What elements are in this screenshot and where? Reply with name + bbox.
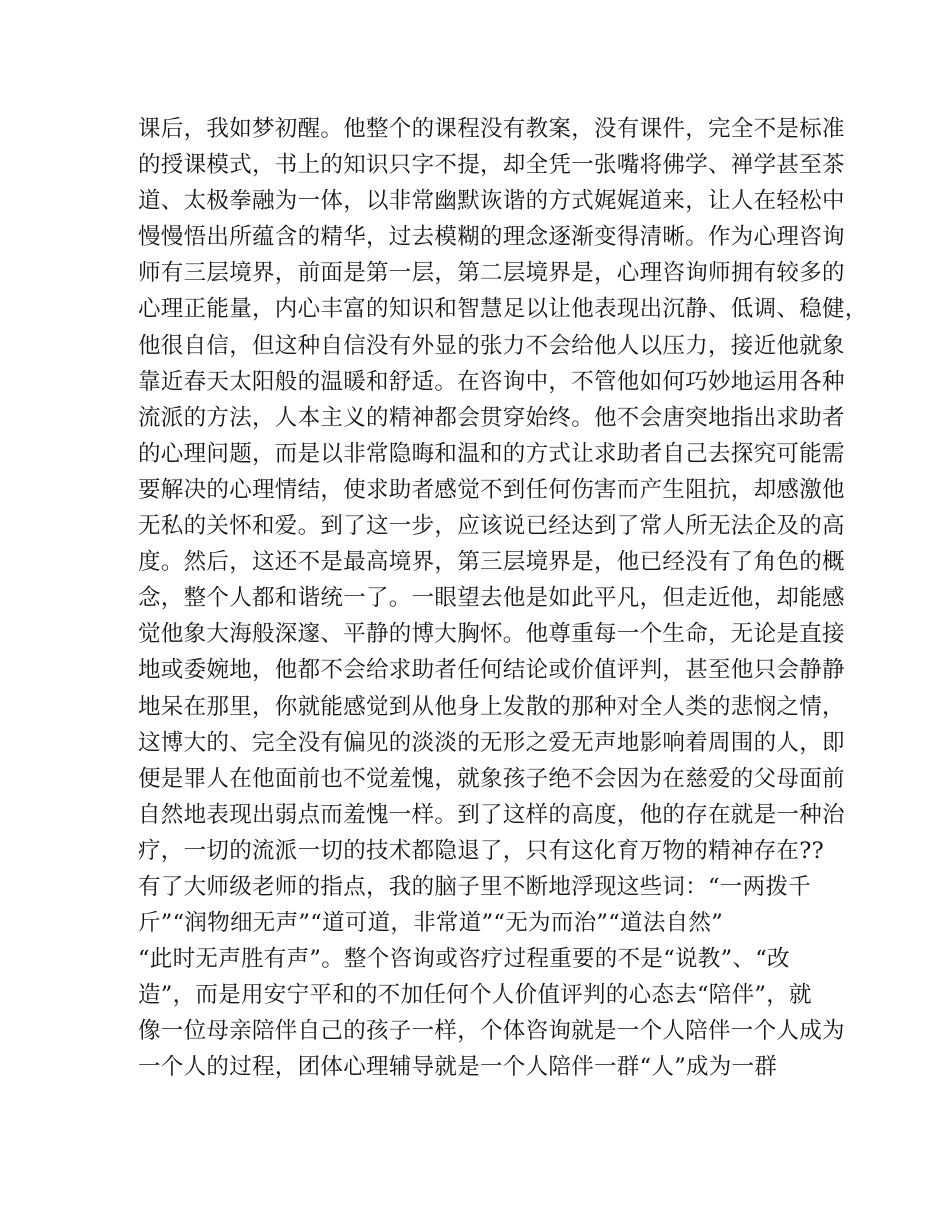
text-line: 造”，而是用安宁平和的不加任何个人价值评判的心态去“陪伴”，就 [138, 982, 812, 1009]
text-line: 的心理问题，而是以非常隐晦和温和的方式让求助者自己去探究可能需 [138, 440, 845, 467]
text-line: 流派的方法，人本主义的精神都会贯穿始终。他不会唐突地指出求助者 [138, 404, 845, 431]
text-line: 要解决的心理情结，使求助者感觉不到任何伤害而产生阻抗，却感激他 [138, 476, 845, 503]
text-line: 靠近春天太阳般的温暖和舒适。在咨询中，不管他如何巧妙地运用各种 [138, 368, 845, 395]
text-line: 便是罪人在他面前也不觉羞愧，就象孩子绝不会因为在慈爱的父母面前 [138, 765, 845, 792]
text-line: 斤”“润物细无声”“道可道，非常道”“无为而治”“道法自然” [138, 910, 724, 937]
text-line: 一个人的过程，团体心理辅导就是一个人陪伴一群“人”成为一群 [138, 1054, 778, 1081]
text-line: 的授课模式，书上的知识只字不提，却全凭一张嘴将佛学、禅学甚至茶 [138, 152, 845, 179]
text-line: 地呆在那里，你就能感觉到从他身上发散的那种对全人类的悲悯之情， [138, 693, 845, 720]
text-line: “此时无声胜有声”。整个咨询或咨疗过程重要的不是“说教”、“改 [138, 946, 790, 973]
text-line: 地或委婉地，他都不会给求助者任何结论或价值评判，甚至他只会静静 [138, 657, 845, 684]
text-line: 疗，一切的流派一切的技术都隐退了，只有这化育万物的精神存在?? [138, 837, 824, 864]
text-line: 念，整个人都和谐统一了。一眼望去他是如此平凡，但走近他，却能感 [138, 585, 845, 612]
text-line: 慢慢悟出所蕴含的精华，过去模糊的理念逐渐变得清晰。作为心理咨询 [138, 224, 845, 251]
text-line: 有了大师级老师的指点，我的脑子里不断地浮现这些词：“一两拨千 [138, 873, 812, 900]
body-paragraph [138, 111, 868, 1086]
text-line: 这博大的、完全没有偏见的淡淡的无形之爱无声地影响着周围的人，即 [138, 729, 845, 756]
text-line: 他很自信，但这种自信没有外显的张力不会给他人以压力，接近他就象 [138, 332, 845, 359]
text-line: 课后，我如梦初醒。他整个的课程没有教案，没有课件，完全不是标准 [138, 116, 845, 142]
text-line: 心理正能量，内心丰富的知识和智慧足以让他表现出沉静、低调、稳健， [138, 296, 868, 323]
text-line: 师有三层境界，前面是第一层，第二层境界是，心理咨询师拥有较多的 [138, 260, 845, 287]
text-line: 自然地表现出弱点而羞愧一样。到了这样的高度，他的存在就是一种治 [138, 801, 845, 828]
text-line: 道、太极拳融为一体，以非常幽默诙谐的方式娓娓道来，让人在轻松中 [138, 188, 845, 215]
text-line: 度。然后，这还不是最高境界，第三层境界是，他已经没有了角色的概 [138, 549, 845, 576]
text-line: 觉他象大海般深邃、平静的博大胸怀。他尊重每一个生命，无论是直接 [138, 621, 845, 648]
text-line: 无私的关怀和爱。到了这一步，应该说已经达到了常人所无法企及的高 [138, 513, 845, 540]
text-line: 像一位母亲陪伴自己的孩子一样，个体咨询就是一个人陪伴一个人成为 [138, 1018, 845, 1045]
